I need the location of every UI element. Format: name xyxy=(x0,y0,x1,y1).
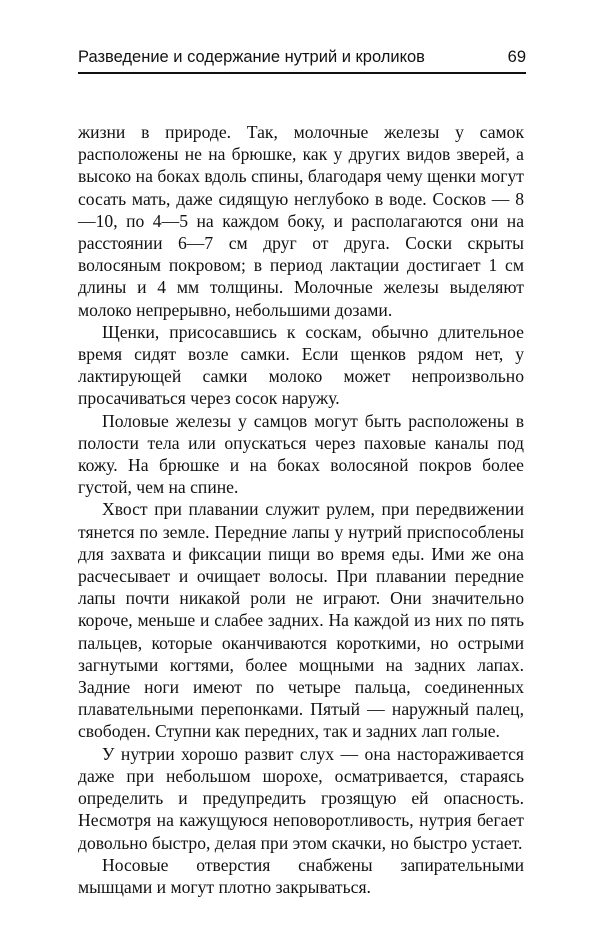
page-number: 69 xyxy=(507,48,526,66)
paragraph-hearing: У нутрии хорошо развит слух — она настораживается даже при небольшом шорохе, осматривается, стараясь определить и предупредить грозящую ей опасность. Несмотря на кажущуюся неповоротливость, нутрия бегает довольно быстро, делая при этом скачки, но быстро устает. xyxy=(78,743,524,853)
paragraph-lactation: жизни в природе. Так, молочные железы у самок расположены не на брюшке, как у других видов зверей, а высоко на боках вдоль спины, благодаря чему щенки могут сосать мать, даже сидящую неглубоко в воде. Сосков — 8—10, по 4—5 на каждом боку, и располагаются они на расстоянии 6—7 см друг от друга. Соски скрыты волосяным покровом; в период лактации достигает 1 см длины и 4 мм толщины. Молочные железы выделяют молоко непрерывно, небольшими дозами. xyxy=(78,122,524,320)
paragraph-nostrils: Носовые отверстия снабжены запирательными мышцами и могут плотно закрываться. xyxy=(78,854,524,897)
header-rule xyxy=(78,72,526,74)
paragraph-glands: Половые железы у самцов могут быть расположены в полости тела или опускаться через паховые каналы под кожу. На брюшке и на боках волосяной покров более густой, чем на спине. xyxy=(78,410,524,498)
running-header xyxy=(78,48,526,70)
body-text xyxy=(78,121,524,898)
paragraph-pups: Щенки, присосавшись к соскам, обычно длительное время сидят возле самки. Если щенков рядом нет, у лактирующей самки молоко может непроизвольно просачиваться через сосок наружу. xyxy=(78,321,524,409)
paragraph-tail-paws: Хвост при плавании служит рулем, при передвижении тянется по земле. Передние лапы у нутрий приспособлены для захвата и фиксации пищи во время еды. Ими же она расчесывает и очищает волосы. При плавании передние лапы почти никакой роли не играют. Они значительно короче, меньше и слабее задних. На каждой из них по пять пальцев, которые оканчиваются короткими, но острыми загнутыми когтями, более мощными на задних лапах. Задние ноги имеют по четыре пальца, соединенных плавательными перепонками. Пятый — наружный палец, свободен. Ступни как передних, так и задних лап голые. xyxy=(78,499,524,742)
running-header-title: Разведение и содержание нутрий и кроликов xyxy=(78,48,425,66)
